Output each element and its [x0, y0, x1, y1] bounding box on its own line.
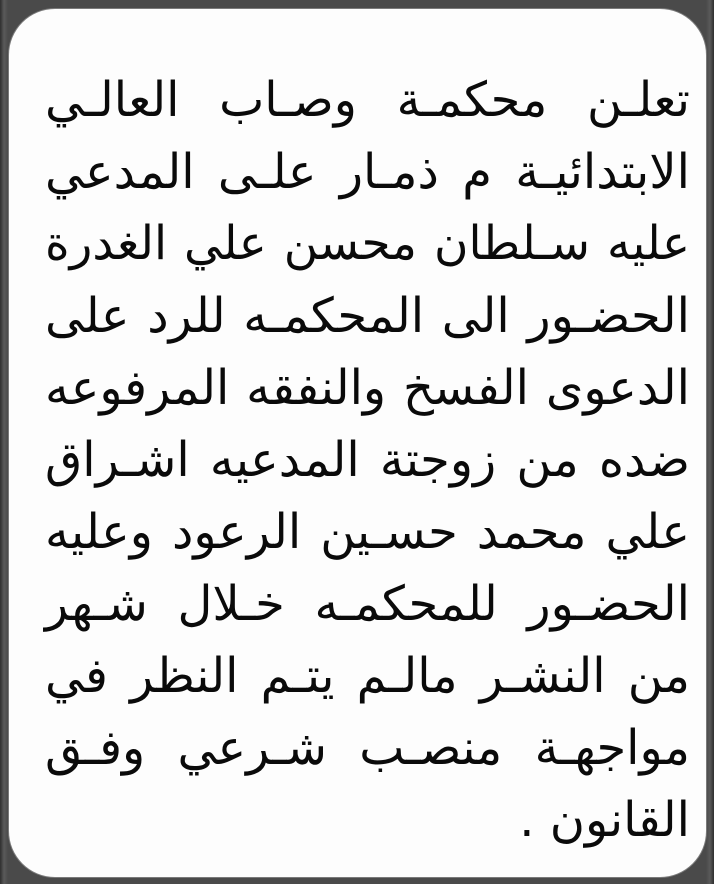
notice-line-2: الابتدائيـة م ذمـار علـى المدعي: [45, 144, 690, 200]
notice-line-9: من النشـر مالـم يتـم النظر في: [45, 648, 690, 704]
notice-line-4: الحضـور الى المحكمـه للرد على: [45, 288, 690, 344]
notice-card: [9, 9, 706, 877]
notice-text: [45, 64, 690, 856]
notice-line-8: الحضـور للمحكمـه خـلال شـهر: [45, 576, 690, 632]
notice-line-6: ضده من زوجتة المدعيه اشـراق: [45, 432, 690, 488]
notice-line-3: عليه سـلطان محسن علي الغدرة: [45, 216, 690, 271]
notice-line-1: تعلـن محكمـة وصـاب العالـي: [45, 72, 690, 128]
notice-line-11: القانون .: [519, 792, 690, 848]
notice-line-5: الدعوى الفسخ والنفقه المرفوعه: [45, 360, 690, 416]
notice-line-7: علي محمد حسـين الرعود وعليه: [45, 504, 690, 560]
notice-line-10: مواجهـة منصـب شـرعي وفـق: [45, 720, 690, 776]
